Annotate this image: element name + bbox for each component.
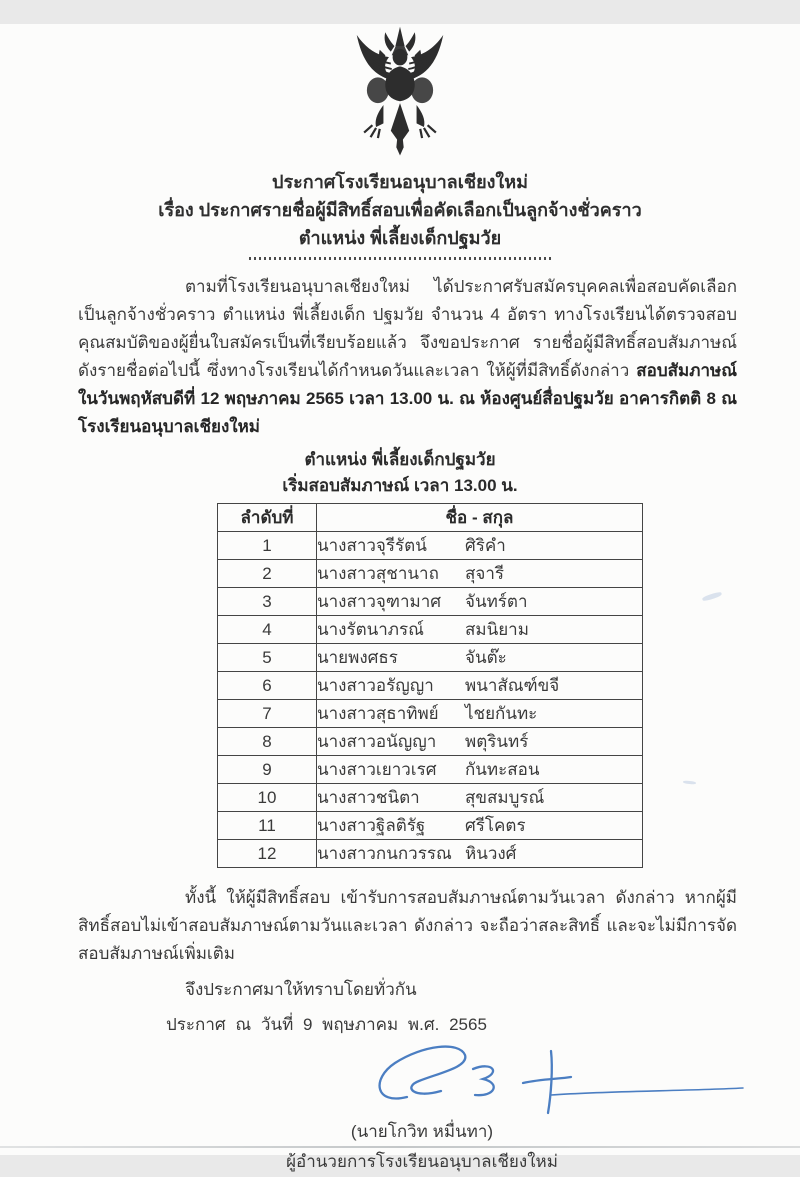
signature-stroke-graphic <box>355 1039 755 1117</box>
row-number: 2 <box>218 560 317 588</box>
table-heading-position: ตำแหน่ง พี่เลี้ยงเด็กปฐมวัย <box>304 450 496 469</box>
intro-paragraph <box>78 273 737 441</box>
row-last-name: ศิริคำ <box>465 536 506 555</box>
row-first-name: นางสาวอนัญญา <box>317 732 437 751</box>
document-title-line3: ตำแหน่ง พี่เลี้ยงเด็กปฐมวัย <box>298 228 502 248</box>
row-name-cell <box>317 588 643 616</box>
intro-paragraph-text: ตามที่โรงเรียนอนุบาลเชียงใหม่ ได้ประกาศรับสมัครบุคคลเพื่อสอบคัดเลือกเป็นลูกจ้างชั่วคราว ตำแหน่ง พี่เลี้ยงเด็ก ปฐมวัย จำนวน 4 อัตรา ทางโรงเรียนได้ตรวจสอบคุณสมบัติของผู้ยื่นใบสมัครเป็นที่เรียบร้อยแล้ว จึงขอประกาศ รายชื่อผู้มีสิทธิ์สอบสัมภาษณ์ ดังรายชื่อต่อไปนี้ ซึ่งทางโรงเรียนได้กำหนดวันและเวลา ให้ผู้ที่มีสิทธิ์ดังกล่าว <box>78 277 737 380</box>
table-heading-block <box>0 447 800 499</box>
table-row <box>218 728 643 756</box>
table-row <box>218 644 643 672</box>
row-name-cell <box>317 532 643 560</box>
row-last-name: สุขสมบูรณ์ <box>465 788 545 807</box>
row-name-cell <box>317 812 643 840</box>
conditions-paragraph: ทั้งนี้ ให้ผู้มีสิทธิ์สอบ เข้ารับการสอบสัมภาษณ์ตามวันเวลา ดังกล่าว หากผู้มีสิทธิ์สอบไม่เข้าสอบสัมภาษณ์ตามวันและเวลา ดังกล่าว จะถือว่าสละสิทธิ์ และจะไม่มีการจัดสอบสัมภาษณ์เพิ่มเติม <box>78 888 737 963</box>
table-heading-time: เริ่มสอบสัมภาษณ์ เวลา 13.00 น. <box>282 476 518 495</box>
row-name-cell <box>317 700 643 728</box>
column-header-name: ชื่อ - สกุล <box>317 504 643 532</box>
row-last-name: สุจารี <box>465 564 505 583</box>
column-header-number: ลำดับที่ <box>218 504 317 532</box>
interview-datetime-emphasis: สอบสัมภาษณ์ในวันพฤหัสบดีที่ 12 พฤษภาคม 2565 เวลา 13.00 น. ณ ห้องศูนย์สื่อปฐมวัย อาคารกิตติ 8 ณ โรงเรียนอนุบาลเชียงใหม่ <box>78 361 737 436</box>
table-row <box>218 756 643 784</box>
closing-statement: จึงประกาศมาให้ทราบโดยทั่วกัน <box>185 980 417 999</box>
row-last-name: พนาสัณฑ์ขจี <box>465 676 560 695</box>
table-row <box>218 532 643 560</box>
table-row <box>218 840 643 868</box>
garuda-emblem-graphic <box>325 24 475 162</box>
scan-edge-line <box>0 1146 800 1148</box>
document-title-line2: เรื่อง ประกาศรายชื่อผู้มีสิทธิ์สอบเพื่อคัดเลือกเป็นลูกจ้างชั่วคราว <box>158 200 642 220</box>
signer-name: (นายโกวิท หมื่นทา) <box>350 1122 494 1141</box>
row-first-name: นายพงศธร <box>317 648 398 667</box>
row-name-cell <box>317 756 643 784</box>
row-name-cell <box>317 728 643 756</box>
row-number: 11 <box>218 812 317 840</box>
row-first-name: นางสาวสุชานาถ <box>317 564 439 583</box>
row-last-name: จันทร์ตา <box>465 592 528 611</box>
row-first-name: นางสาวจุรีรัตน์ <box>317 536 427 555</box>
row-number: 7 <box>218 700 317 728</box>
row-number: 10 <box>218 784 317 812</box>
row-name-cell <box>317 784 643 812</box>
row-first-name: นางสาวเยาวเรศ <box>317 760 437 779</box>
row-first-name: นางสาวชนิตา <box>317 788 420 807</box>
row-number: 3 <box>218 588 317 616</box>
row-number: 4 <box>218 616 317 644</box>
row-name-cell <box>317 672 643 700</box>
table-row <box>218 588 643 616</box>
table-row <box>218 560 643 588</box>
table-row <box>218 700 643 728</box>
row-first-name: นางสาวสุธาทิพย์ <box>317 704 439 723</box>
row-number: 12 <box>218 840 317 868</box>
handwritten-signature <box>355 1039 755 1117</box>
row-name-cell <box>317 616 643 644</box>
row-first-name: นางสาวจุฑามาศ <box>317 592 442 611</box>
row-first-name: นางสาวอรัญญา <box>317 676 434 695</box>
table-row <box>218 616 643 644</box>
row-last-name: สมนิยาม <box>465 620 529 639</box>
row-last-name: พตุรินทร์ <box>465 732 529 751</box>
candidate-table <box>217 503 643 868</box>
scan-smudge <box>683 780 696 784</box>
table-row <box>218 672 643 700</box>
row-last-name: ศรีโคตร <box>465 816 526 835</box>
document-title-block <box>0 168 800 252</box>
header-row <box>218 504 643 532</box>
row-last-name: กันทะสอน <box>465 760 540 779</box>
row-last-name: ไชยกันทะ <box>465 704 538 723</box>
row-last-name: จันต๊ะ <box>465 648 507 667</box>
signer-title: ผู้อำนวยการโรงเรียนอนุบาลเชียงใหม่ <box>286 1152 558 1171</box>
row-first-name: นางรัตนาภรณ์ <box>317 620 424 639</box>
row-name-cell <box>317 644 643 672</box>
row-number: 9 <box>218 756 317 784</box>
row-name-cell <box>317 560 643 588</box>
candidate-table-header <box>218 504 643 532</box>
garuda-emblem <box>325 24 475 162</box>
document-title-line1: ประกาศโรงเรียนอนุบาลเชียงใหม่ <box>272 172 528 192</box>
row-first-name: นางสาวฐิลติรัฐ <box>317 816 426 835</box>
table-row <box>218 784 643 812</box>
row-name-cell <box>317 840 643 868</box>
announcement-date-line: ประกาศ ณ วันที่ 9 พฤษภาคม พ.ศ. 2565 <box>166 1015 487 1034</box>
row-number: 6 <box>218 672 317 700</box>
row-last-name: หินวงศ์ <box>465 844 517 863</box>
candidate-table-body <box>218 532 643 868</box>
row-number: 1 <box>218 532 317 560</box>
row-first-name: นางสาวกนกวรรณ <box>317 844 452 863</box>
table-row <box>218 812 643 840</box>
scan-smudge <box>702 591 723 602</box>
dotted-divider <box>249 257 551 260</box>
row-number: 8 <box>218 728 317 756</box>
announcement-document <box>0 24 800 1171</box>
row-number: 5 <box>218 644 317 672</box>
